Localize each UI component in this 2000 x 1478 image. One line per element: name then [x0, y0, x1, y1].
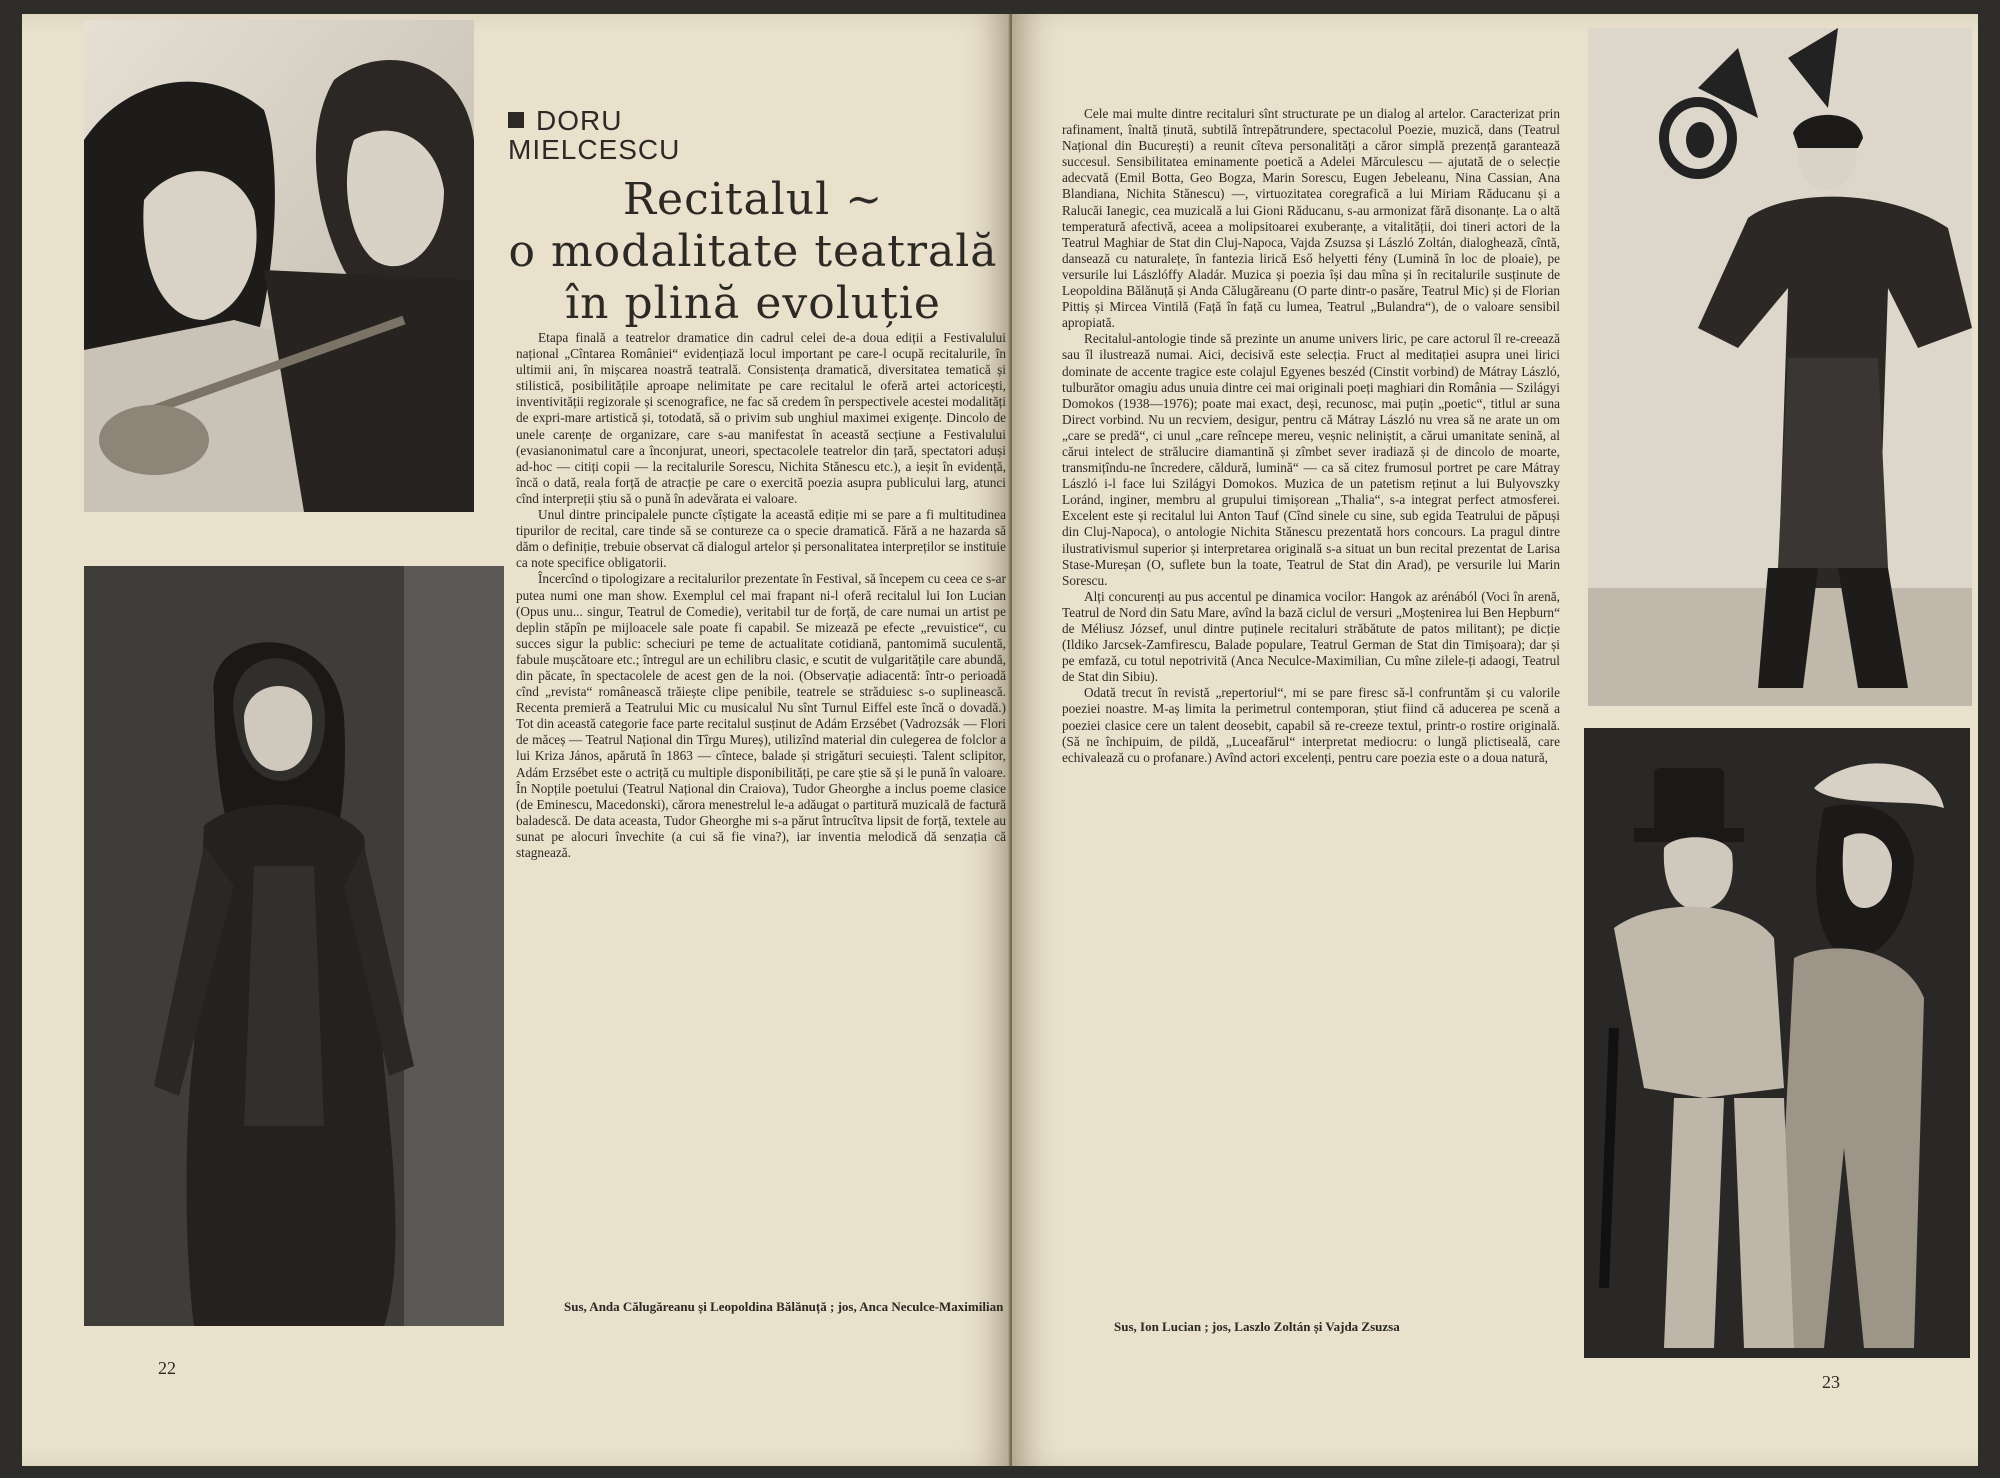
page-number: 23 [1822, 1372, 1840, 1392]
photo-bottom-right [1584, 728, 1970, 1358]
photo-bottom-left [84, 566, 504, 1326]
left-page [22, 14, 1010, 1466]
author-first-name: DORU [536, 105, 623, 136]
right-page [1012, 14, 1978, 1466]
paragraph: Unul dintre principalele puncte cîștigate la această ediție mi se pare a fi multitudinea tipurilor de recital, care tinde să se contureze ca o specie dramatică. Fără a ne hazarda să dăm o definiție, trebuie observat că dialogul artelor și personalitatea interpreților se instituie ca note specifice obligatorii. [516, 507, 1006, 571]
paragraph: Cele mai multe dintre recitaluri sînt structurate pe un dialog al artelor. Caracterizat prin rafinament, înaltă ținută, subtilă întrepătrundere, spectacolul Poezie, muzică, dans (Teatrul Național din București) a reunit cîteva personalități a căror simplă prezență garantează succesul. Sensibilitatea eminamente poetică a Adelei Mărculescu — ajutată de o selecție adecvată (Emil Botta, Geo Bogza, Marin Sorescu, Eugen Jebeleanu, Nina Cassian, Ana Blandiana, Nichita Stănescu) —, virtuozitatea coregrafică a lui Miriam Răducanu și a Ralucăi Ianegic, cea muzicală a lui Gioni Răducanu, s-au armonizat fără disonanțe. La o altă temperatură afectivă, aceea a molipsitoarei exuberanțe, a vitalității, doi tineri actori de la Teatrul Maghiar de Stat din Cluj-Napoca, Vajda Zsuzsa și László Zoltán, dialoghează, cîntă, dansează cu naturalețe, în fantezia lirică Eső helyetti fény (Lumină în loc de ploaie), pe versurile lui Lászlóffy Aladár. Muzica și poezia își dau mîna și în recitalurile susținute de Leopoldina Bălănuță și Anda Călugăreanu (O parte dintr-o pasăre, Teatrul Mic) și de Florian Pittiș și Mircea Vintilă (Față în față cu lumea, Teatrul „Bulandra“), de o valoare sensibil apropiată. [1062, 106, 1560, 331]
author-byline [508, 106, 938, 164]
author-last-name: MIELCESCU [508, 134, 681, 165]
right-text-column [1062, 106, 1560, 766]
paragraph: Etapa finală a teatrelor dramatice din cadrul celei de-a doua ediții a Festivalului național „Cîntarea României“ evidențiază locul important pe care-l ocupă recitalurile, în ultimii ani, în mișcarea noastră teatrală. Consistența dramatică, diversitatea tematică și stilistică, posibilitățile aproape nelimitate pe care recitalul le oferă artei actoricești, inventivității regizorale și scenografice, ne fac să credem în perspectivele acestei modalități de expri-mare artistică și, totodată, să o privim sub unghiul maximei exigențe. Dincolo de unele carențe de organizare, care s-au manifestat în această secțiune a Festivalului (evasianonimatul care a înconjurat, uneori, spectacolele teatrelor din țară, spectatori aduși ad-hoc — citiți copii — la recitalurile Sorescu, Nichita Stănescu etc.), a ieșit în evidență, încă o dată, reala forță de atracție pe care o exercită poezia asupra publicului larg, atunci cînd interpreții știu să o pună în adevărata ei valoare. [516, 330, 1006, 506]
square-bullet-icon [508, 112, 524, 128]
paragraph: Alți concurenți au pus accentul pe dinamica vocilor: Hangok az arénából (Voci în arenă, Teatrul de Nord din Satu Mare, avînd la bază ciclul de versuri „Moștenirea lui Ben Hepburn“ de Méliusz József, unul dintre puținele recitaluri străbătute de patos militant); pe dicție (Ildiko Jarcsek-Zamfirescu, Balade populare, Teatrul German de Stat din Timișoara); dar și pe emfază, cu totul nepotrivită (Anca Neculce-Maximilian, Cu mîne zilele-ți adaogi, Teatrul de Stat din Sibiu). [1062, 588, 1560, 685]
paragraph: Odată trecut în revistă „repertoriul“, mi se pare firesc să-l confruntăm și cu valorile poeziei noastre. M-aș limita la perimetrul contemporan, știut fiind că aducerea pe scenă a poeziei clasice cere un talent deosebit, capabil să re-creeze textul, printr-o rostire originală. (Să ne închipuim, de pildă, „Luceafărul“ interpretat mediocru: o lungă plictiseală, care echivalează cu o profanare.) Avînd actori excelenți, pentru care poezia este o a doua natură, [1062, 685, 1560, 765]
photo-top-right [1588, 28, 1972, 706]
photo-top-left [84, 20, 474, 512]
title-line-3: în plină evoluție [565, 278, 941, 329]
photo-caption: Sus, Anda Călugăreanu și Leopoldina Bălănuță ; jos, Anca Neculce-Maximilian [564, 1299, 1004, 1314]
paragraph: Încercînd o tipologizare a recitalurilor prezentate în Festival, să începem cu ceea ce s-ar putea numi one man show. Exemplul cel mai frapant ni-l oferă recitalul lui Ion Lucian (Opus unu... singur, Teatrul de Comedie), veritabil tur de forță, de care numai un artist pe deplin stăpîn pe mijloacele sale poate fi capabil. Se mizează pe efecte „revuistice“, cu succes sigur la public: scheciuri pe teme de actualitate cotidiană, pantomimă suculentă, fabule mușcătoare etc.; întregul are un echilibru clasic, e scutit de vulgaritățile care abundă, din păcate, în spectacolele de acest gen de la noi. (Observație adiacentă: într-o perioadă cînd „revista“ românească trăiește clipe penibile, teatrele se străduiesc s-o suplinească. Recenta premieră a Teatrului Mic cu musicalul Nu sînt Turnul Eiffel este încă o dovadă.) Tot din această categorie face parte recitalul susținut de Adám Erzsébet (Vadrozsák — Flori de măceș — Teatrul Național din Tîrgu Mureș), utilizînd material din culegerea de folclor a lui Kriza János, apărută în 1863 — cîntece, balade și strigături secuiești. Talent sclipitor, Adám Erzsébet este o actriță cu multiple disponibilități, pe care știe să și le pună în valoare. În Nopțile poetului (Teatrul Național din Craiova), Tudor Gheorghe a inclus poeme clasice (de Eminescu, Macedonski), cărora menestrelul le-a adăugat o partitură muzicală de factură baladescă. De data aceasta, Tudor Gheorghe mi s-a părut întrucîtva lipsit de forță, textele au sunat pe alocuri învechite (a cui să fie vina?), iar inventia melodică dă senzația că stagnează. [516, 571, 1006, 860]
left-text-column [516, 330, 1006, 861]
title-line-1: Recitalul ~ [622, 174, 884, 225]
title-line-2: o modalitate teatrală [508, 226, 998, 277]
article-title [508, 174, 998, 330]
paragraph: Recitalul-antologie tinde să prezinte un anume univers liric, pe care actorul îl re-creează sau îl ilustrează numai. Aici, decisivă este selecția. Fruct al meditației asupra unei lirici dominate de accente tragice este colajul Egyenes beszéd (Cinstit vorbind) de Mátray László, tulburător omagiu adus unuia dintre cei mai originali poeți maghiari din România — Szilágyi Domokos (1938—1976); poate mai exact, deși, recunosc, mai puțin „poetic“, titlul ar suna Direct vorbind. Nu un recviem, desigur, pentru că Mátray László nu vrea să ne arate un om „care se predă“, ci unul „care reîncepe mereu, veșnic neliniștit, a cărui umanitate senină, al cărui intelect de strălucire diamantină și zîmbet sever iradiază și de dincolo de moarte, transmițîndu-ne încredere, căldură, lumină“ — ca să citez frumosul portret pe care Mátray László i-l face lui Szilágyi Domokos. Muzica de un patetism reținut a lui Bulyovszky Loránd, inginer, membru al grupului timișorean „Thalia“, s-a integrat perfect atmosferei. Excelent este și recitalul lui Anton Tauf (Cînd sinele cu sine, sub egida Teatrului de păpuși din Cluj-Napoca), o antologie Nichita Stănescu prezentată hors concours. La pragul dintre ilustrativismul superior și interpretarea originală s-a situat un bun recital prezentat de Larisa Stase-Mureșan (O, suflete bun la toate, Teatrul de Stat din Arad), pe versurile lui Marin Sorescu. [1062, 331, 1560, 588]
photo-caption: Sus, Ion Lucian ; jos, Laszlo Zoltán și Vajda Zsuzsa [1114, 1319, 1400, 1334]
page-number: 22 [158, 1358, 176, 1378]
